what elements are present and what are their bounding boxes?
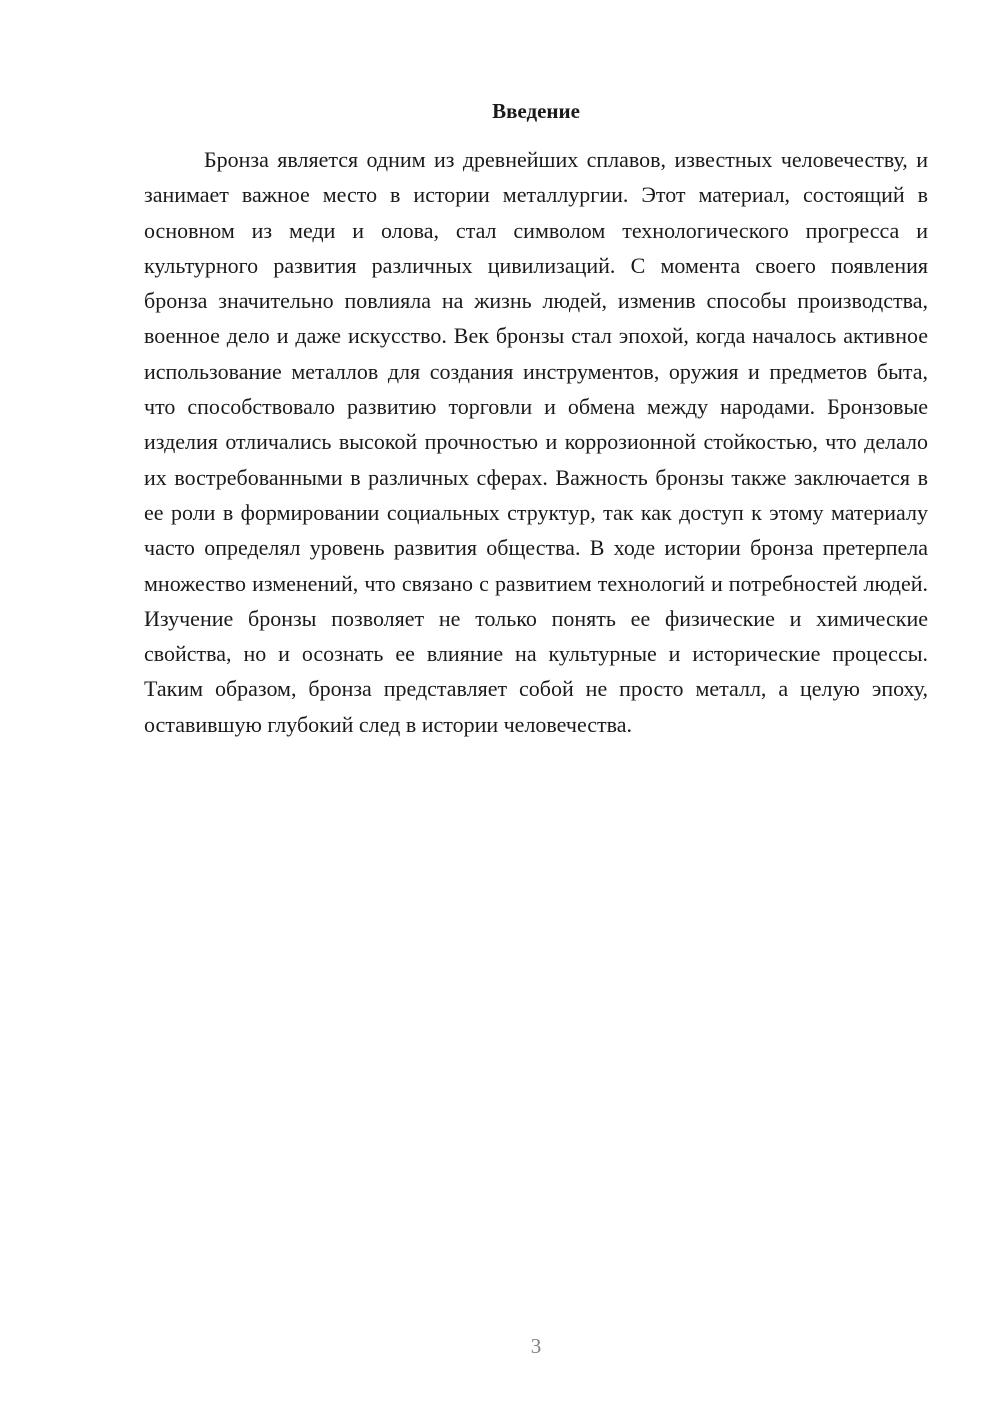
section-title: Введение (492, 99, 580, 123)
page-number: 3 (530, 1334, 542, 1358)
introduction-paragraph: Бронза является одним из древнейших сплавов, известных человечеству, и занимает важное место в истории металлургии. Этот материал, состоящий в основном из меди и олова, стал символом технологического прогресса и культурного развития различных цивилизаций. С момента своего появления бронза значительно повлияла на жизнь людей, изменив способы производства, военное дело и даже искусство. Век бронзы стал эпохой, когда началось активное использование металлов для создания инструментов, оружия и предметов быта, что способствовало развитию торговли и обмена между народами. Бронзовые изделия отличались высокой прочностью и коррозионной стойкостью, что делало их востребованными в различных сферах. Важность бронзы также заключается в ее роли в формировании социальных структур, так как доступ к этому материалу часто определял уровень развития общества. В ходе истории бронза претерпела множество изменений, что связано с развитием технологий и потребностей людей. Изучение бронзы позволяет не только понять ее физические и химические свойства, но и осознать ее влияние на культурные и исторические процессы. Таким образом, бронза представляет собой не просто металл, а целую эпоху, оставившую глубокий след в истории человечества. (144, 147, 928, 737)
